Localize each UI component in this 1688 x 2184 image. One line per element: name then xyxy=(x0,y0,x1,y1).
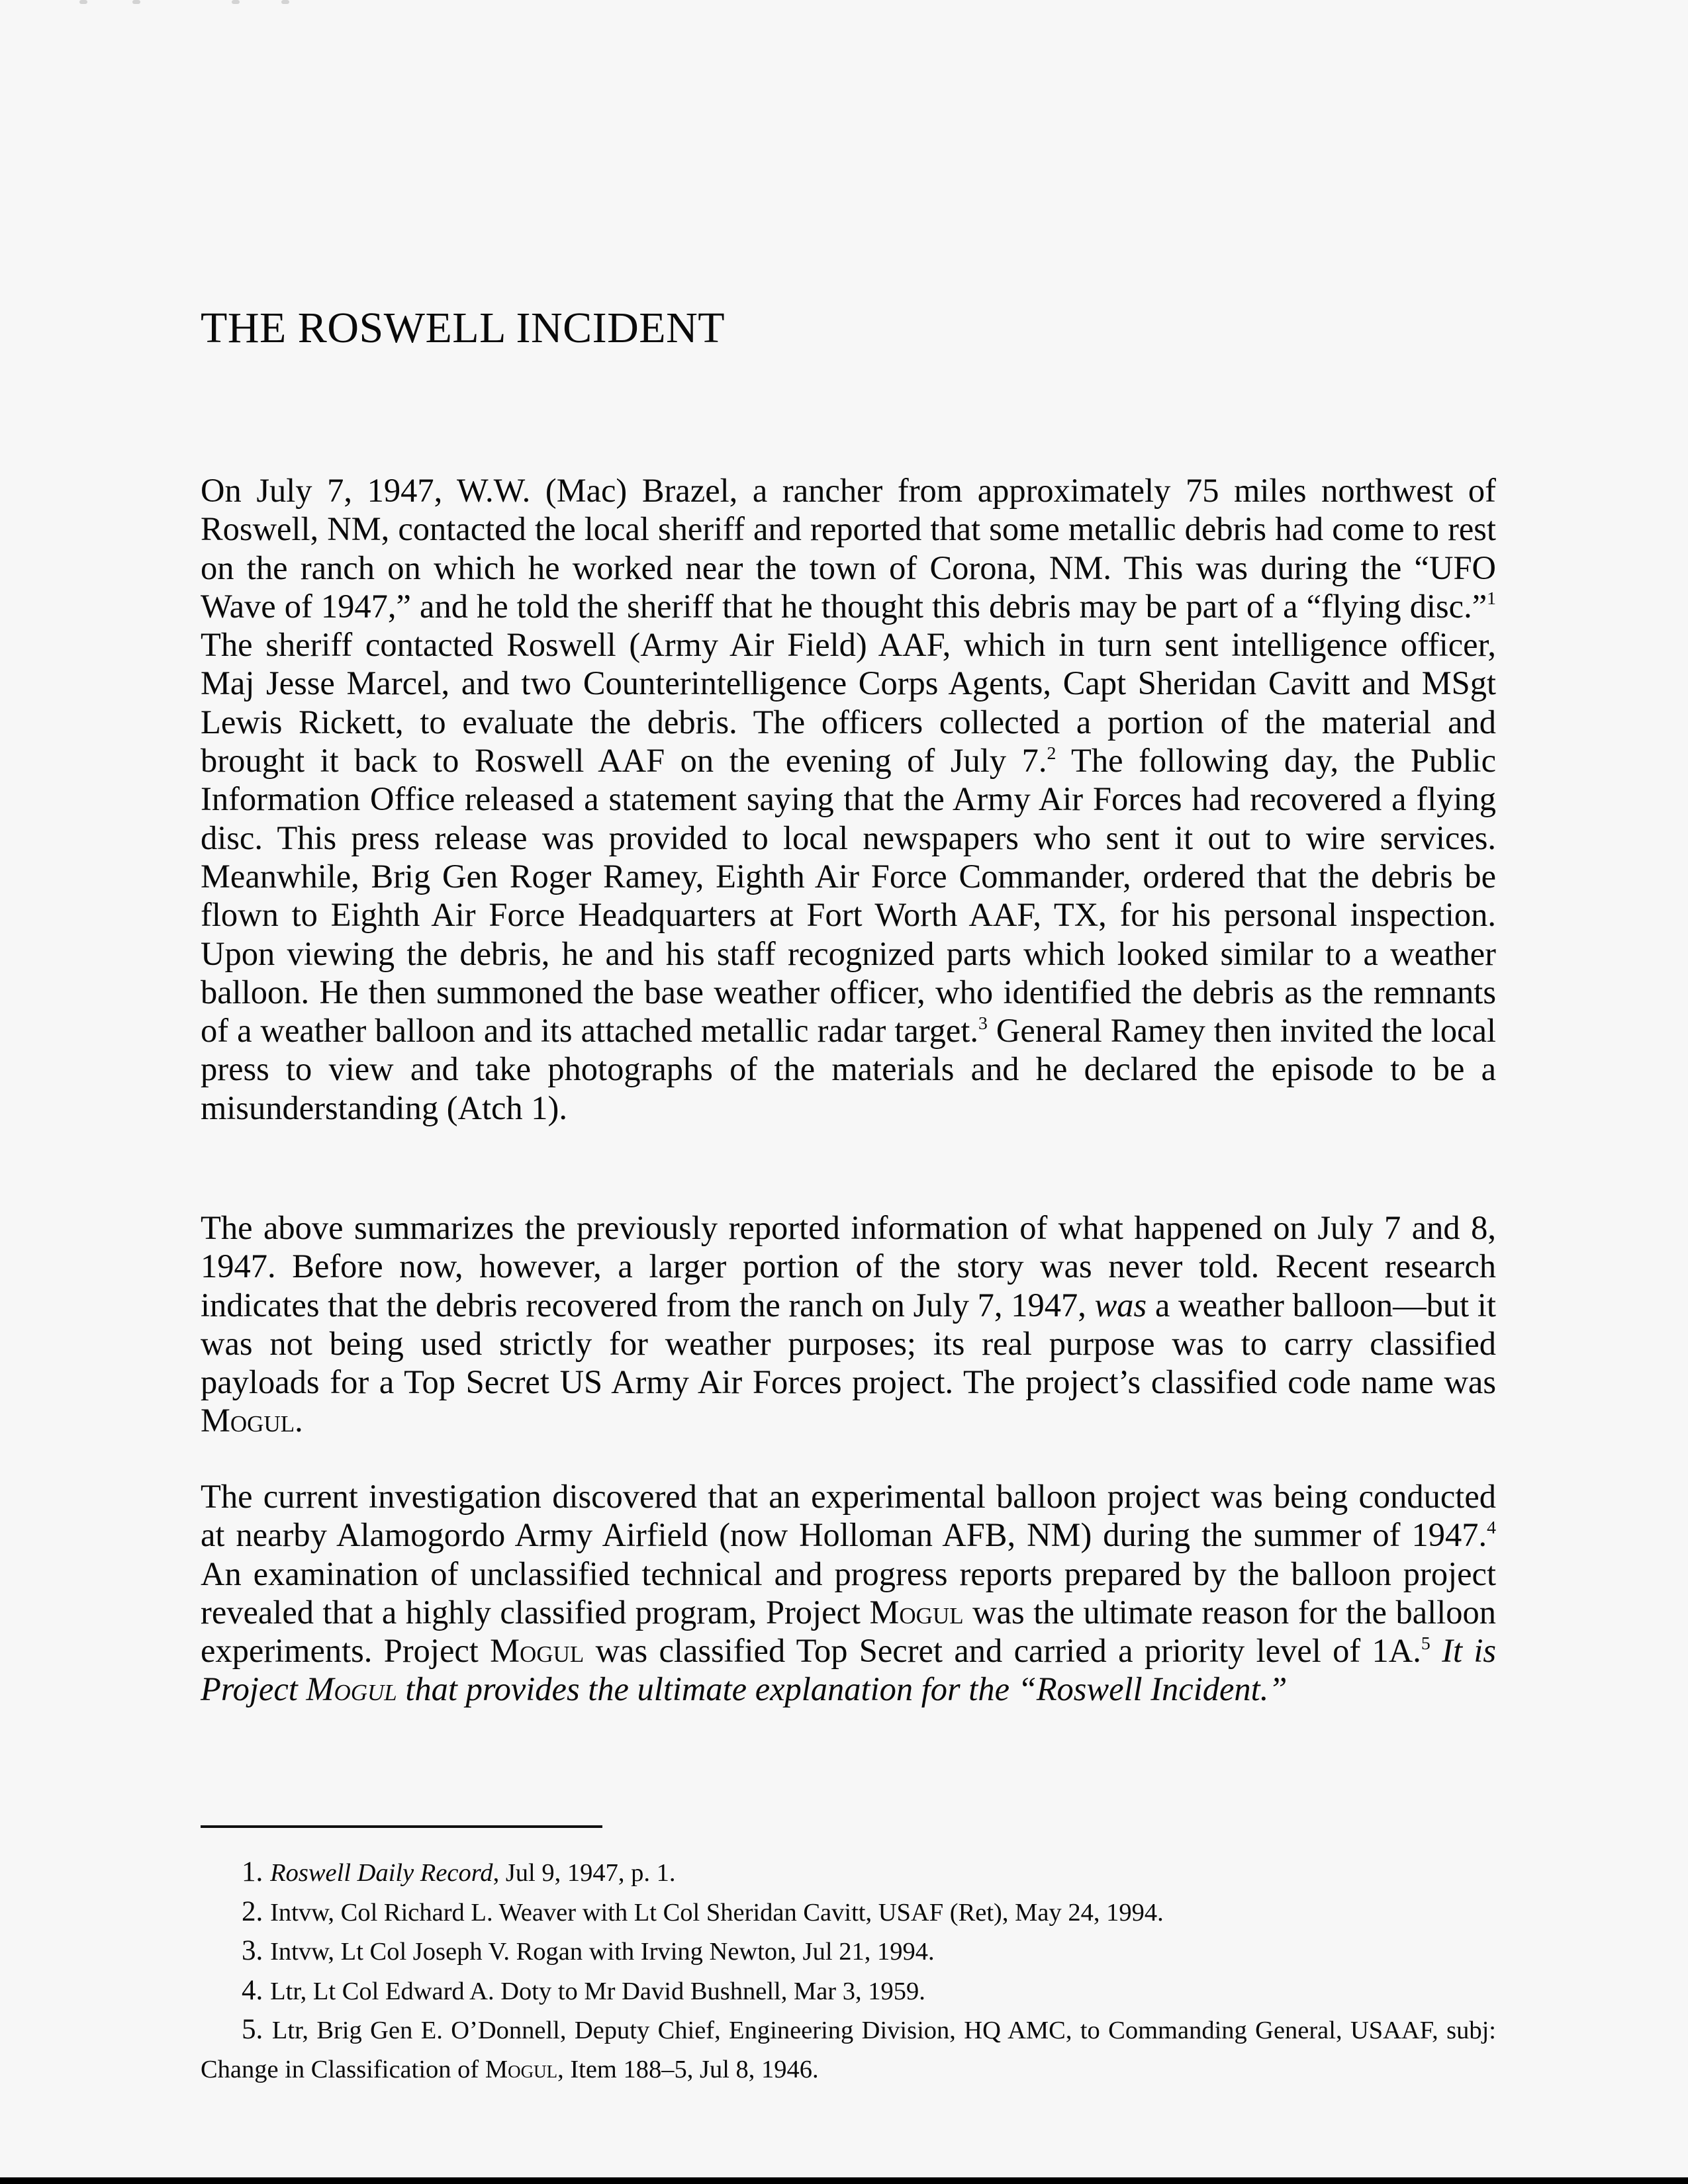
footnote-item xyxy=(201,1972,1496,2011)
text-run: General Ramey then invited the local press to view and take photographs of the materials and he declared the episode to be a misunderstanding (Atch 1). xyxy=(201,1012,1497,1126)
scan-artifact xyxy=(232,0,240,4)
footnote-divider xyxy=(201,1825,602,1828)
footnote-reference: 4 xyxy=(1487,1517,1496,1538)
text-run: The above summarizes the previously reported information of what happened on July 7 and 8, 1947. Before now, however, a larger portion of the story was never told. Recent research indicates that the debris recovered from the ranch on July 7, 1947, xyxy=(201,1209,1496,1324)
text-run: The sheriff contacted Roswell (Army Air Field) AAF, which in turn sent intelligence officer, Maj Jesse Marcel, and two Counterintelligence Corps Agents, Capt Sheridan Cavitt and MSgt Lewis Rickett, to evaluate the debris. The officers collected a portion of the material and brought it back to Roswell AAF on the evening of July 7. xyxy=(201,626,1496,780)
footnote-item xyxy=(201,1853,1496,1893)
text-run xyxy=(1430,1632,1442,1669)
footnote-number: 5. xyxy=(242,2014,272,2045)
text-run: Intvw, Col Richard L. Weaver with Lt Col Sheridan Cavitt, USAF (Ret), May 24, 1994. xyxy=(270,1898,1164,1927)
footnote-reference: 2 xyxy=(1047,743,1056,764)
footnote-number: 1. xyxy=(242,1856,271,1888)
footnote-number: 2. xyxy=(242,1895,271,1927)
italic-text: that provides the ultimate explanation for the “Roswell Incident.” xyxy=(397,1670,1288,1708)
footnote-reference: 3 xyxy=(978,1013,988,1034)
body-paragraph xyxy=(201,471,1496,1127)
footnote-number: 3. xyxy=(242,1935,271,1966)
scan-artifact xyxy=(281,0,289,4)
footnote-item xyxy=(201,1893,1496,1933)
footnote-reference: 1 xyxy=(1487,588,1496,610)
footnote-reference: 5 xyxy=(1421,1633,1430,1654)
footnotes-list xyxy=(201,1853,1496,2089)
scan-artifact xyxy=(79,0,87,4)
text-run: The current investigation discovered that an experimental balloon project was being conducted at nearby Alamogordo Army Airfield (now Holloman AFB, NM) during the summer of 1947. xyxy=(201,1478,1496,1554)
text-run: The following day, the Public Information Office released a statement saying that the Army Air Forces had recovered a flying disc. This press release was provided to local newspapers who sent it out to wire services. Meanwhile, Brig Gen Roger Ramey, Eighth Air Force Commander, ordered that the debris be flown to Eighth Air Force Headquarters at Fort Worth AAF, TX, for his personal inspection. Upon viewing the debris, he and his staff recognized parts which looked similar to a weather balloon. He then summoned the base weather officer, who identified the debris as the remnants of a weather balloon and its attached metallic radar target. xyxy=(201,742,1496,1050)
text-run: Ltr, Lt Col Edward A. Doty to Mr David Bushnell, Mar 3, 1959. xyxy=(270,1977,925,2005)
code-name: Mogul xyxy=(490,1632,585,1670)
body-paragraph xyxy=(201,1208,1496,1440)
italic-text: Roswell Daily Record xyxy=(270,1859,493,1887)
text-run: An examination of unclassified technical and progress reports prepared by the balloon project revealed that a highly classified program, Project xyxy=(201,1555,1496,1631)
text-run: was classified Top Secret and carried a priority level of 1A. xyxy=(584,1632,1421,1670)
scan-bottom-edge xyxy=(0,2177,1688,2184)
footnote-number: 4. xyxy=(242,1974,271,2006)
italic-text: It is Project xyxy=(201,1632,1496,1708)
italic-text: was xyxy=(1094,1286,1147,1324)
text-run: On July 7, 1947, W.W. (Mac) Brazel, a rancher from approximately 75 miles northwest of Roswell, NM, contacted the local sheriff and reported that some metallic debris had come to rest on the ranch on which he worked near the town of Corona, NM. This was during the “UFO Wave of 1947,” and he told the sheriff that he thought this debris may be part of a “flying disc.” xyxy=(201,472,1496,625)
page-title: THE ROSWELL INCIDENT xyxy=(201,304,726,352)
text-run: . xyxy=(295,1402,303,1439)
text-run: a weather balloon—but it was not being used strictly for weather purposes; its real purpose was to carry classified payloads for a Top Secret US Army Air Forces project. The project’s classified code name was xyxy=(201,1286,1496,1401)
code-name: Mogul xyxy=(201,1402,295,1439)
code-name: Mogul xyxy=(306,1670,397,1708)
text-run: , Jul 9, 1947, p. 1. xyxy=(492,1859,676,1887)
footnote-item xyxy=(201,1932,1496,1972)
text-run: Ltr, Brig Gen E. O’Donnell, Deputy Chief, Engineering Division, HQ AMC, to Commanding General, USAAF, subj: Change in Classification of xyxy=(201,2017,1496,2083)
text-run: , Item 188–5, Jul 8, 1946. xyxy=(557,2055,819,2083)
text-run: Intvw, Lt Col Joseph V. Rogan with Irving Newton, Jul 21, 1994. xyxy=(270,1938,935,1966)
text-run: was the ultimate reason for the balloon experiments. Project xyxy=(201,1593,1496,1670)
scan-artifact xyxy=(132,0,140,4)
code-name: Mogul xyxy=(485,2055,558,2083)
code-name: Mogul xyxy=(869,1593,964,1631)
footnote-item xyxy=(201,2011,1496,2089)
body-paragraph xyxy=(201,1477,1496,1709)
